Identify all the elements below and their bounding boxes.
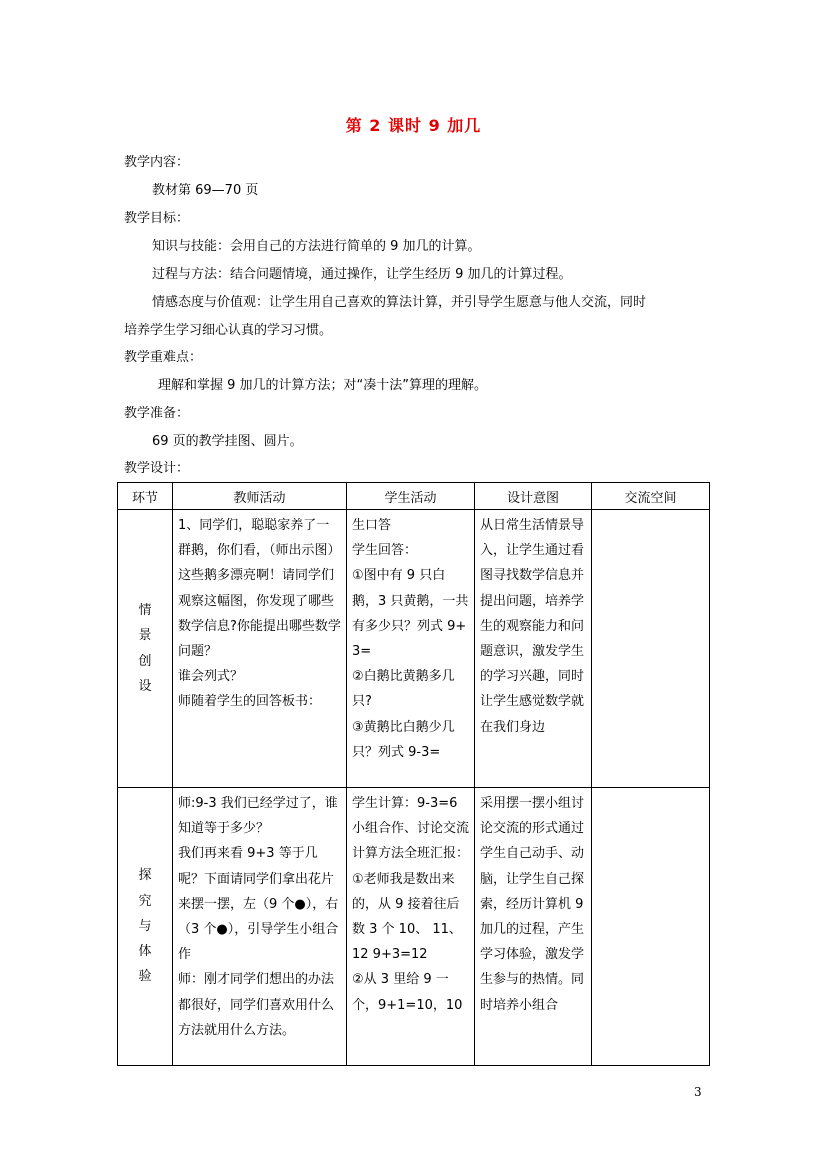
design-heading: 教学设计： xyxy=(124,461,190,476)
exchange-space-cell xyxy=(592,510,710,788)
content-heading: 教学内容： xyxy=(124,155,190,170)
student-activity-cell: 生口答 学生回答： ①图中有 9 只白鹅，3 只黄鹅，一共有多少只？列式 9+3= ②白鹅比黄鹅多几只? ③黄鹅比白鹅少几只？列式 9-3= xyxy=(347,510,475,788)
header-student-activity: 学生活动 xyxy=(347,483,475,510)
design-intent-cell: 采用摆一摆小组讨论交流的形式通过学生自己动手、动脑，让学生自己探索，经历计算机 9 加几的过程，产生学习体验，激发学生参与的热情。同时培养小组合 xyxy=(475,788,592,1066)
key-points-text: 理解和掌握 9 加几的计算方法；对“凑十法”算理的理解。 xyxy=(158,378,488,393)
phase-cell: 情 景 创 设 xyxy=(118,510,173,788)
table-row xyxy=(118,788,710,1066)
design-intent-cell: 从日常生活情景导入，让学生通过看图寻找数学信息并提出问题，培养学生的观察能力和问题意识，激发学生的学习兴趣，同时让学生感觉数学就在我们身边 xyxy=(475,510,592,788)
header-phase: 环节 xyxy=(118,483,173,510)
preparation-heading: 教学准备： xyxy=(124,406,190,421)
header-teacher-activity: 教师活动 xyxy=(173,483,347,510)
teacher-activity-cell: 1、同学们，聪聪家养了一群鹅，你们看，（师出示图）这些鹅多漂亮啊！请同学们观察这幅图，你发现了哪些数学信息?你能提出哪些数学问题？ 谁会列式？ 师随着学生的回答板书： xyxy=(173,510,347,788)
table-row xyxy=(118,510,710,788)
objectives-heading: 教学目标： xyxy=(124,211,190,226)
lesson-design-table xyxy=(117,482,710,1066)
lesson-title: 第 2 课时 9 加几 xyxy=(345,116,482,135)
phase-cell: 探 究 与 体 验 xyxy=(118,788,173,1066)
content-text: 教材第 69—70 页 xyxy=(152,183,259,198)
table-header-row xyxy=(118,483,710,510)
student-activity-cell: 学生计算：9-3=6 小组合作、讨论交流计算方法全班汇报： ①老师我是数出来的，从 9 接着往后数 3 个 10、 11、12 9+3=12 ②从 3 里给 9 一个，9+1=10，10 xyxy=(347,788,475,1066)
key-points-heading: 教学重难点： xyxy=(124,350,203,365)
header-design-intent: 设计意图 xyxy=(475,483,592,510)
exchange-space-cell xyxy=(592,788,710,1066)
page-number: 3 xyxy=(694,1085,702,1099)
preparation-text: 69 页的教学挂图、圆片。 xyxy=(152,434,303,449)
objective-emotion: 情感态度与价值观：让学生用自己喜欢的算法计算，并引导学生愿意与他人交流，同时 xyxy=(152,295,647,310)
header-exchange-space: 交流空间 xyxy=(592,483,710,510)
objective-knowledge: 知识与技能：会用自己的方法进行简单的 9 加几的计算。 xyxy=(152,239,481,254)
teacher-activity-cell: 师:9-3 我们已经学过了，谁知道等于多少？ 我们再来看 9+3 等于几呢？下面请同学们拿出花片来摆一摆，左（9 个●），右（3 个●），引导学生小组合作 师：刚才同学们想出的办法都很好，同学们喜欢用什么方法就用什么方法。 xyxy=(173,788,347,1066)
objective-emotion-cont: 培养学生学习细心认真的学习习惯。 xyxy=(124,323,333,338)
objective-process: 过程与方法：结合问题情境，通过操作，让学生经历 9 加几的计算过程。 xyxy=(152,267,572,282)
